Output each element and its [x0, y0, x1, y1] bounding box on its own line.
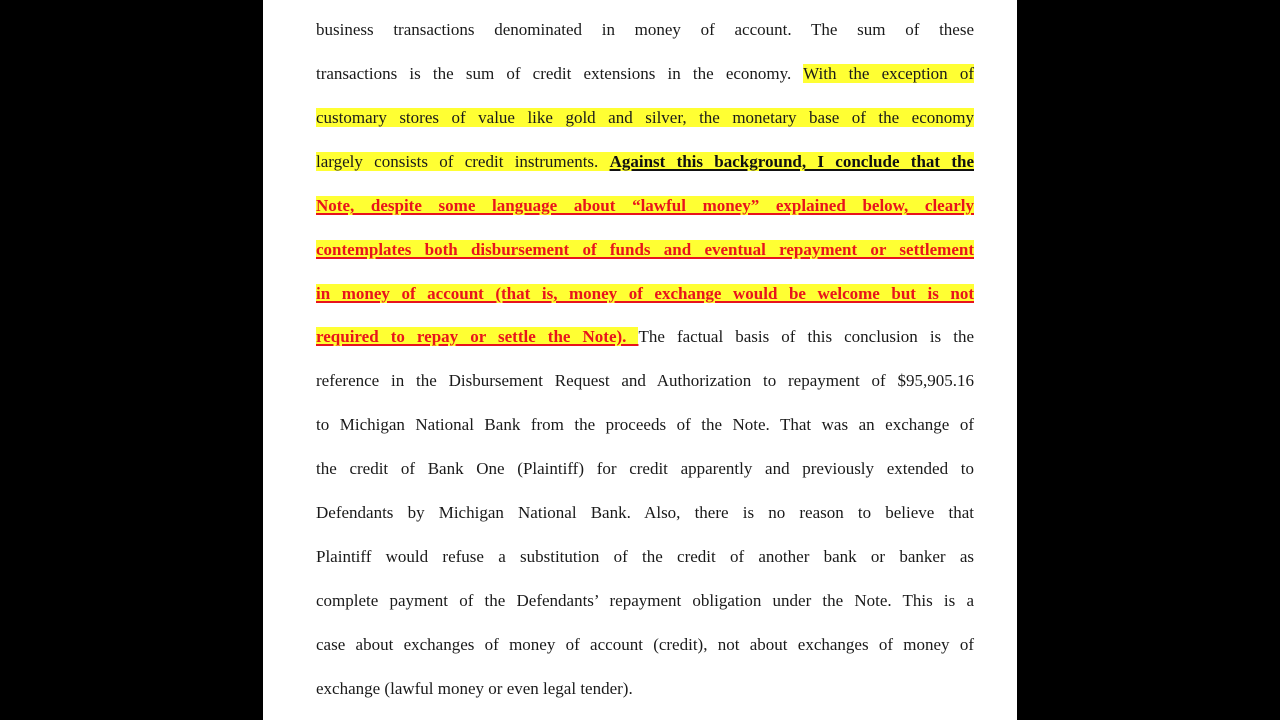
text-line: [316, 546, 974, 568]
text-line: [316, 634, 974, 656]
text-line: [316, 107, 974, 129]
red-emphasis-text: in money of account (that is, money of exchange would be welcome but is not: [316, 284, 974, 303]
text-line: [316, 458, 974, 480]
red-emphasis-text: Note, despite some language about “lawful money” explained below, clearly: [316, 196, 974, 215]
bold-underlined-text: Against this background, I conclude that the: [609, 152, 974, 171]
highlighted-text: customary stores of value like gold and silver, the monetary base of the economy: [316, 108, 974, 127]
text-line: [316, 370, 974, 392]
text-line: [316, 151, 974, 173]
plain-text: business transactions denominated in money of account. The sum of these: [316, 20, 974, 39]
red-emphasis-text: contemplates both disbursement of funds and eventual repayment or settlement: [316, 240, 974, 259]
text-line: [316, 283, 974, 305]
plain-text: case about exchanges of money of account (credit), not about exchanges of money of: [316, 635, 974, 654]
plain-text: reference in the Disbursement Request and Authorization to repayment of $95,905.16: [316, 371, 974, 390]
plain-text: complete payment of the Defendants’ repayment obligation under the Note. This is a: [316, 591, 974, 610]
plain-text: exchange (lawful money or even legal tender).: [316, 679, 633, 698]
text-line: [316, 326, 974, 348]
plain-text: Defendants by Michigan National Bank. Also, there is no reason to believe that: [316, 503, 974, 522]
text-line: [316, 590, 974, 612]
plain-text: The factual basis of this conclusion is the: [638, 327, 974, 346]
highlighted-text: With the exception of: [803, 64, 974, 83]
text-line: [316, 678, 974, 700]
text-line: [316, 195, 974, 217]
text-line: [316, 19, 974, 41]
text-line: [316, 239, 974, 261]
plain-text: to Michigan National Bank from the proceeds of the Note. That was an exchange of: [316, 415, 974, 434]
plain-text: transactions is the sum of credit extensions in the economy.: [316, 64, 804, 83]
text-line: [316, 502, 974, 524]
text-line: [316, 414, 974, 436]
text-line: [316, 63, 974, 85]
plain-text: the credit of Bank One (Plaintiff) for credit apparently and previously extended to: [316, 459, 974, 478]
document-page: [263, 0, 1017, 720]
plain-text: Plaintiff would refuse a substitution of the credit of another bank or banker as: [316, 547, 974, 566]
highlighted-text: largely consists of credit instruments.: [316, 152, 610, 171]
red-emphasis-text: required to repay or settle the Note).: [316, 327, 639, 346]
